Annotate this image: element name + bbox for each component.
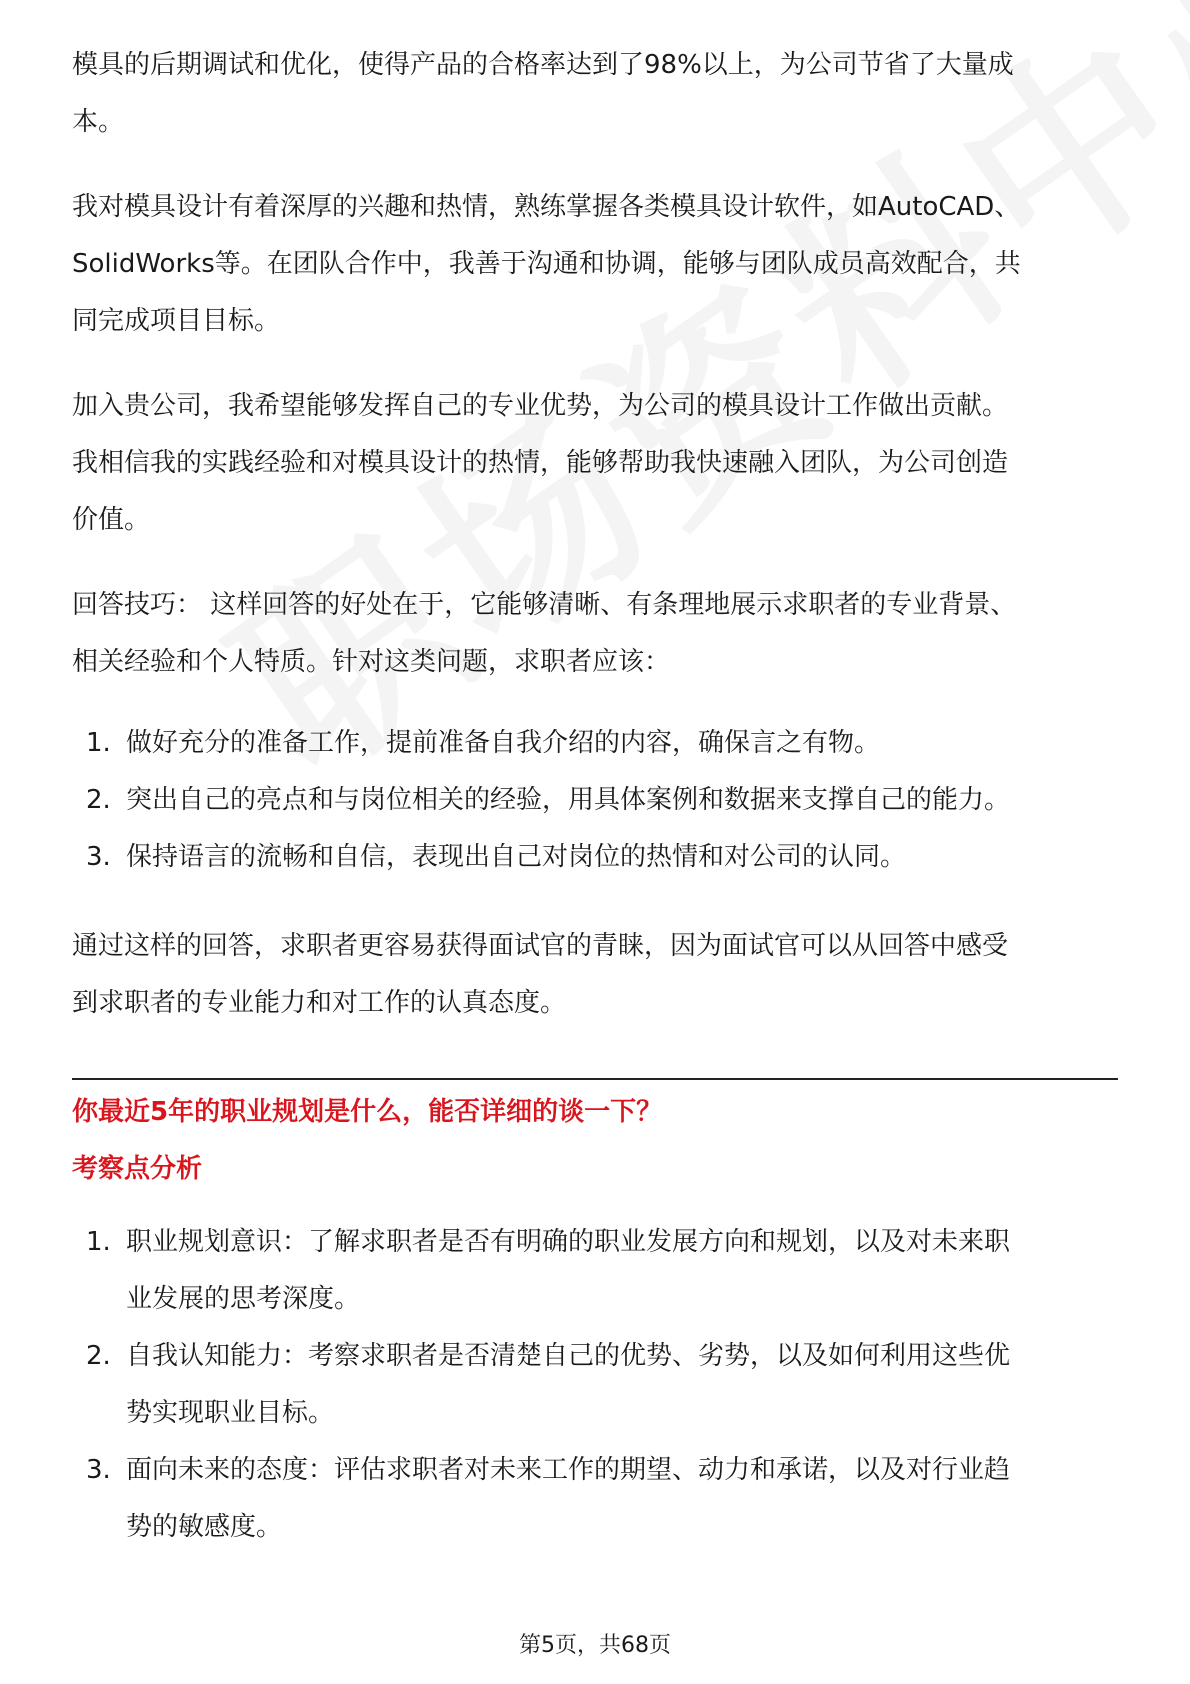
list-item-text: 保持语言的流畅和自信，表现出自己对岗位的热情和对公司的认同。	[126, 842, 907, 872]
text-line: 模具的后期调试和优化，使得产品的合格率达到了98%以上，为公司节省了大量成	[72, 50, 1014, 80]
text-line: 回答技巧： 这样回答的好处在于，它能够清晰、有条理地展示求职者的专业背景、	[72, 590, 1017, 620]
document-body	[72, 0, 1118, 1556]
conclusion-paragraph	[72, 918, 1118, 1032]
text-line: 同完成项目目标。	[72, 306, 281, 336]
text-line: SolidWorks等。在团队合作中，我善于沟通和协调，能够与团队成员高效配合，共	[72, 249, 1021, 279]
text-line: 加入贵公司，我希望能够发挥自己的专业优势，为公司的模具设计工作做出贡献。	[72, 391, 1009, 421]
list-number: 3.	[86, 1455, 111, 1485]
list-number: 2.	[86, 785, 111, 815]
text-line: 价值。	[72, 505, 151, 535]
page-footer: 第5页，共68页	[519, 1633, 671, 1658]
tips-list	[72, 715, 1118, 886]
analysis-heading: 考察点分析	[72, 1154, 203, 1184]
list-item-text: 做好充分的准备工作，提前准备自我介绍的内容，确保言之有物。	[126, 728, 881, 758]
list-item-text: 面向未来的态度：评估求职者对未来工作的期望、动力和承诺，以及对行业趋	[126, 1455, 1011, 1485]
intro-paragraph-1	[72, 37, 1118, 151]
intro-paragraph-2	[72, 179, 1118, 350]
text-line: 相关经验和个人特质。针对这类问题，求职者应该：	[72, 647, 671, 677]
tips-paragraph	[72, 577, 1118, 691]
intro-paragraph-3	[72, 378, 1118, 549]
list-item	[72, 715, 1118, 772]
analysis-list	[72, 1214, 1118, 1556]
list-item-text: 势的敏感度。	[126, 1512, 283, 1542]
text-line: 本。	[72, 107, 125, 137]
list-item-text: 业发展的思考深度。	[126, 1284, 361, 1314]
question-title: 你最近5年的职业规划是什么，能否详细的谈一下？	[72, 1097, 663, 1127]
text-line: 我相信我的实践经验和对模具设计的热情，能够帮助我快速融入团队，为公司创造	[72, 448, 1009, 478]
text-line: 我对模具设计有着深厚的兴趣和热情，熟练掌握各类模具设计软件，如AutoCAD、	[72, 192, 1021, 222]
text-line: 通过这样的回答，求职者更容易获得面试官的青睐，因为面试官可以从回答中感受	[72, 931, 1009, 961]
list-item	[72, 772, 1118, 829]
list-item-text: 职业规划意识：了解求职者是否有明确的职业发展方向和规划，以及对未来职	[126, 1227, 1011, 1257]
list-number: 1.	[86, 728, 111, 758]
text-line: 到求职者的专业能力和对工作的认真态度。	[72, 988, 567, 1018]
list-item-text: 突出自己的亮点和与岗位相关的经验，用具体案例和数据来支撑自己的能力。	[126, 785, 1011, 815]
list-item	[72, 1442, 1118, 1556]
list-item	[72, 1214, 1118, 1328]
list-item-text: 自我认知能力：考察求职者是否清楚自己的优势、劣势，以及如何利用这些优	[126, 1341, 1011, 1371]
list-item-text: 势实现职业目标。	[126, 1398, 335, 1428]
list-number: 2.	[86, 1341, 111, 1371]
list-item	[72, 1328, 1118, 1442]
list-number: 3.	[86, 842, 111, 872]
list-item	[72, 829, 1118, 886]
list-number: 1.	[86, 1227, 111, 1257]
